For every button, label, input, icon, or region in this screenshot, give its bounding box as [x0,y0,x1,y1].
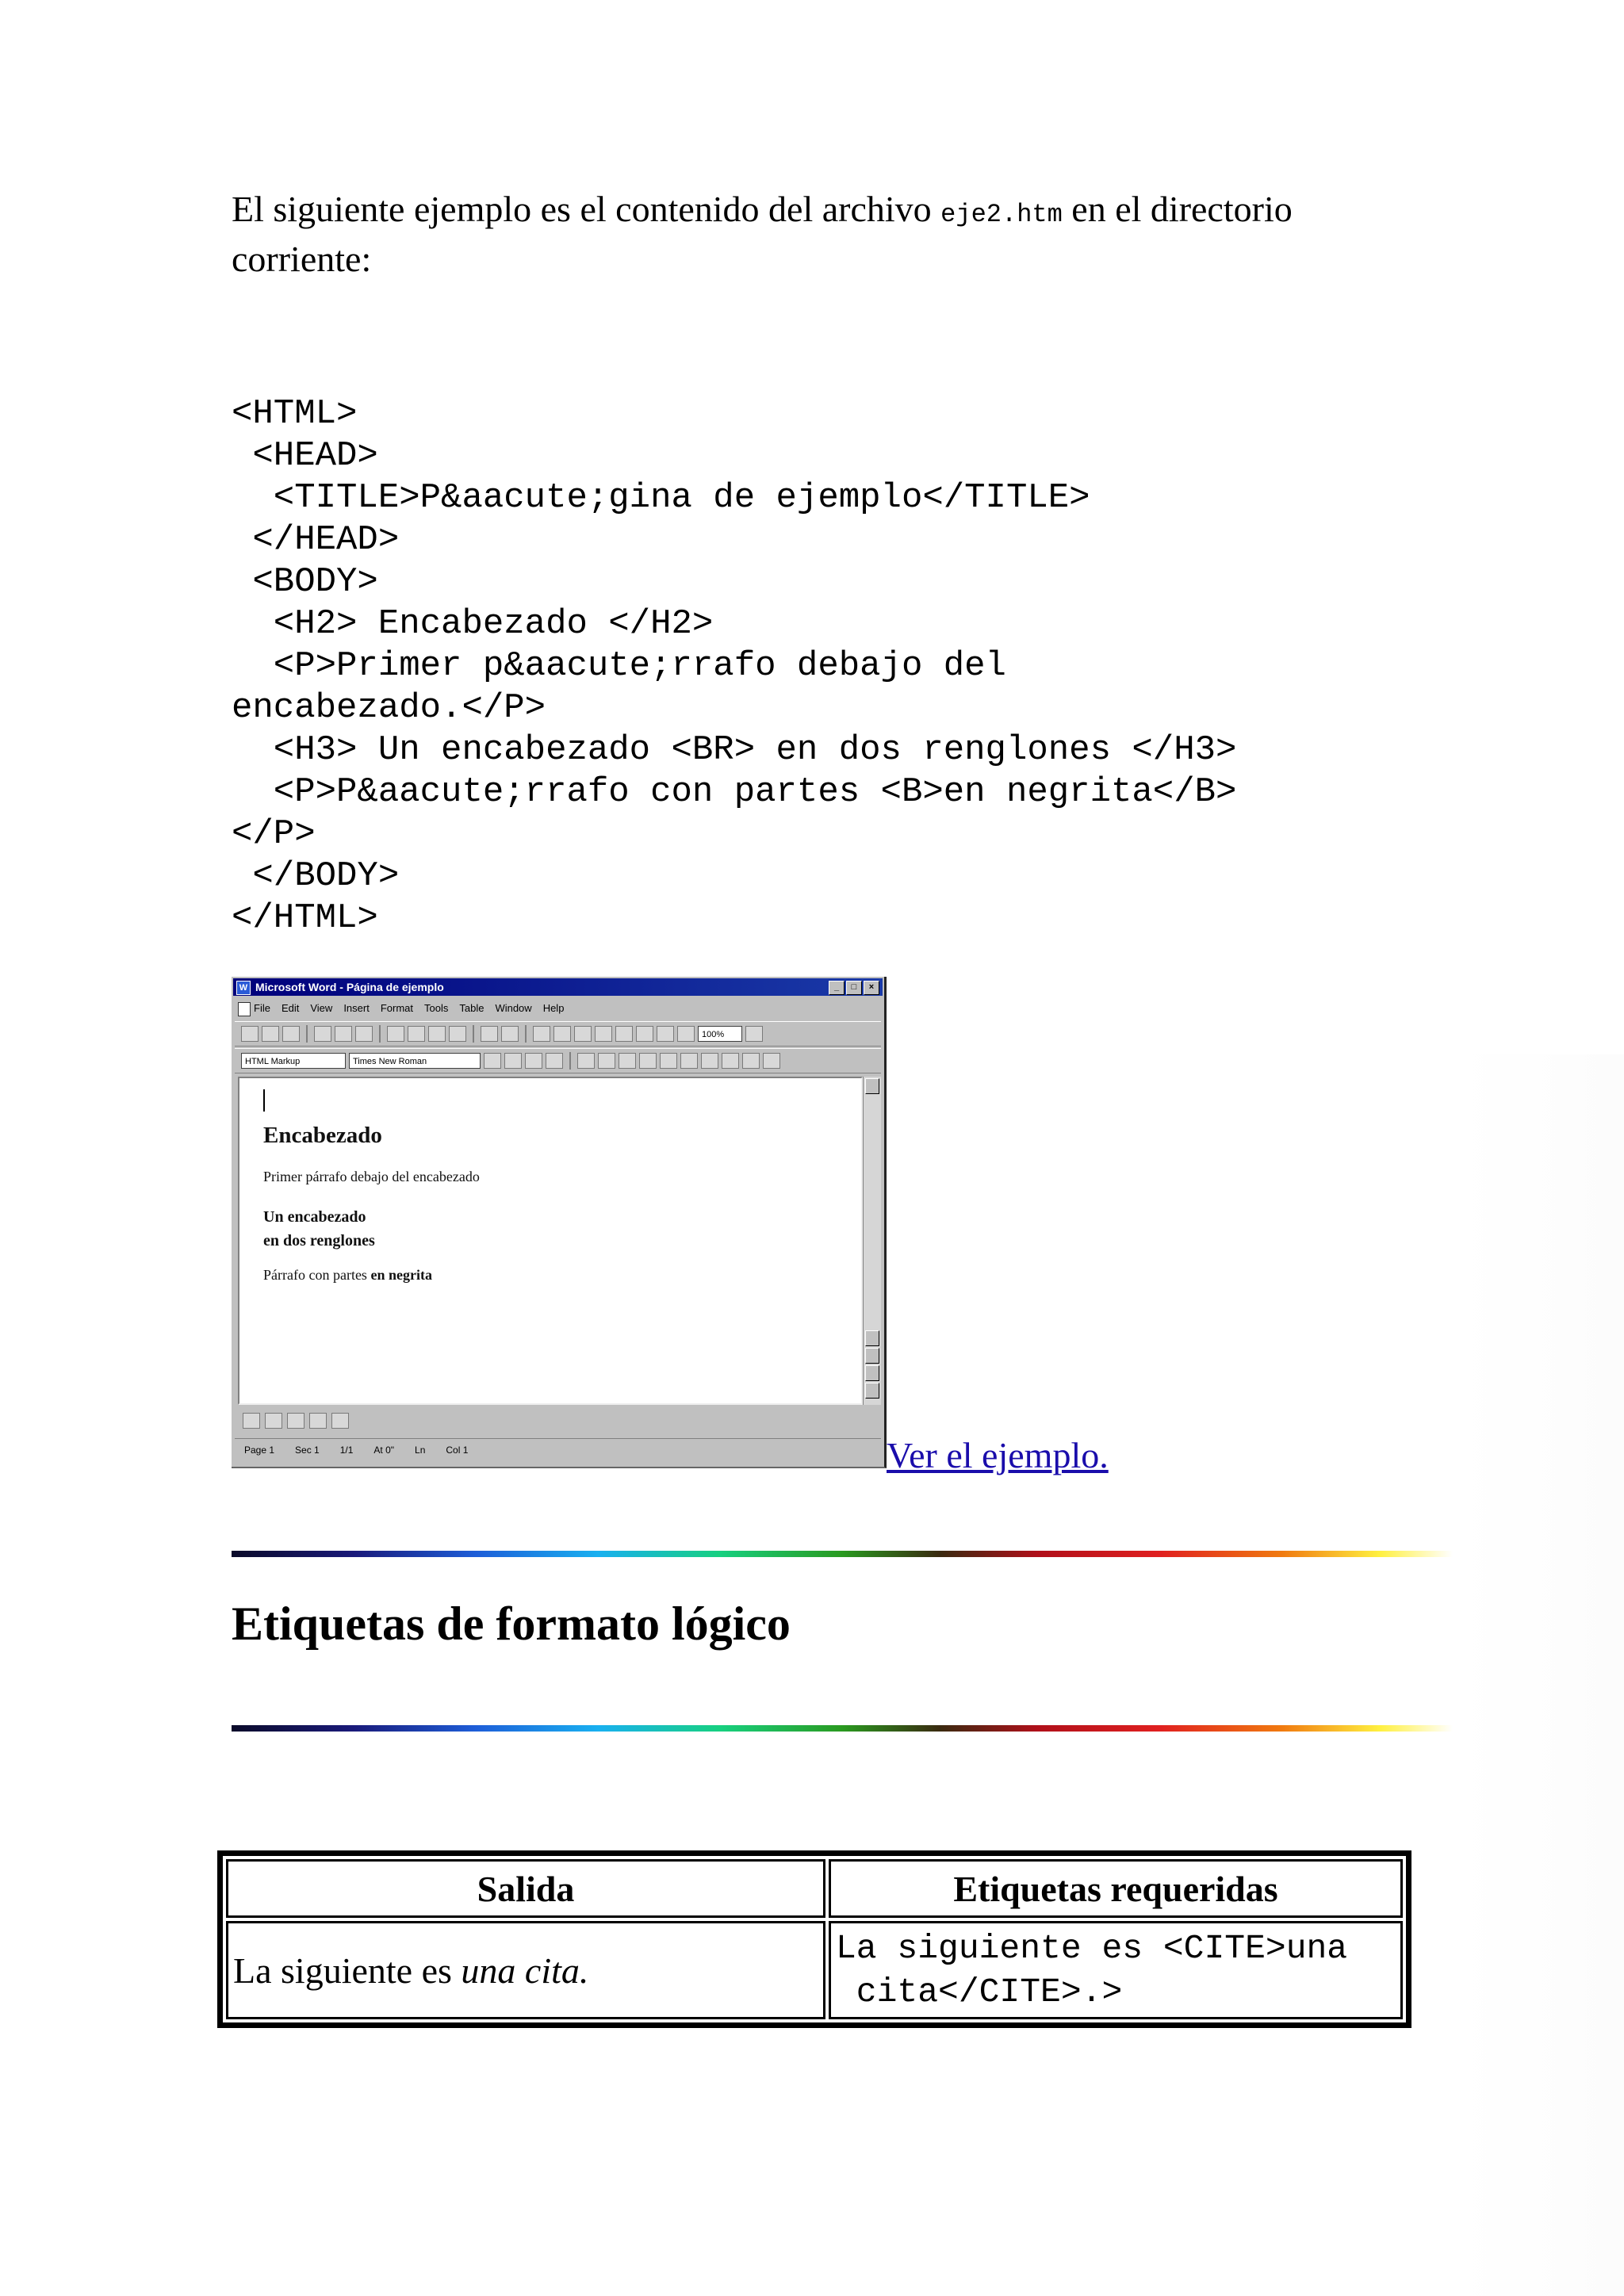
select-browse-icon [865,1365,879,1381]
cell-tags-line1: La siguiente es <CITE>una [836,1929,1348,1968]
menu-item: Help [542,1002,565,1014]
window-title: Microsoft Word - Página de ejemplo [255,981,444,993]
toolbar-separator [525,1025,527,1043]
intro-filename: eje2.htm [940,200,1063,229]
code-line: <TITLE>P&aacute;gina de ejemplo</TITLE> [273,478,1090,518]
code-line: encabezado.</P> [232,688,546,728]
document-icon [238,1002,251,1016]
word-app-icon: W [236,981,251,995]
menu-item: File [254,1002,270,1014]
format-painter-icon [449,1026,466,1042]
decrease-indent-icon [680,1053,698,1069]
horizontal-line-icon [722,1053,739,1069]
cell-output-italic: una cita. [461,1950,589,1991]
status-field: Page 1 [244,1445,275,1456]
doc-subheading-line1: Un encabezado [263,1208,366,1226]
section-title: Etiquetas de formato lógico [232,1598,791,1650]
doc-heading: Encabezado [263,1123,382,1148]
pilcrow-icon [677,1026,695,1042]
web-icon [553,1026,571,1042]
font-size-icon [484,1053,501,1069]
font-combo: Times New Roman [349,1053,481,1069]
window-titlebar [233,978,883,996]
align-left-icon [577,1053,595,1069]
scroll-down-icon [865,1330,879,1346]
status-field: At 0" [373,1445,395,1456]
menu-item: Format [380,1002,413,1014]
bold-icon [504,1053,522,1069]
toolbar-separator [569,1052,571,1070]
intro-text-after: en el directorio corriente: [232,189,1293,279]
doc-paragraph-2 [263,1267,432,1284]
code-line: <P>Primer p&aacute;rrafo debajo del [273,646,1006,686]
standard-toolbar [235,1021,881,1047]
header-output: Salida [226,1859,825,1918]
code-line: </HTML> [232,898,378,938]
menu-item: View [310,1002,333,1014]
fill-icon [309,1413,327,1429]
menu-item: Insert [343,1002,370,1014]
align-right-icon [619,1053,636,1069]
code-line: <P>P&aacute;rrafo con partes <B>en negrita</B> [273,772,1237,812]
code-line: <HEAD> [252,436,378,476]
toolbar-separator [306,1025,308,1043]
columns-icon [615,1026,633,1042]
html-code-listing [232,393,1381,939]
arrow-icon [265,1413,282,1429]
italic-icon [525,1053,542,1069]
cell-output [226,1921,825,2019]
prev-page-icon [865,1348,879,1364]
doc-paragraph-1: Primer párrafo debajo del encabezado [263,1169,480,1184]
cell-tags-line2: cita</CITE>.> [836,1973,1123,2011]
next-page-icon [865,1383,879,1399]
formatting-toolbar [235,1048,881,1073]
picture-icon [243,1413,260,1429]
menu-item: Window [495,1002,532,1014]
toolbar-separator [473,1025,474,1043]
rainbow-divider-top [232,1551,1453,1557]
font-color-icon [763,1053,780,1069]
insert-table-icon [595,1026,612,1042]
menu-items [254,1002,575,1014]
text-color-icon [331,1413,349,1429]
intro-paragraph [232,187,1381,281]
doc-subheading-line2: en dos renglones [263,1232,375,1249]
toolbar-separator [379,1025,381,1043]
window-buttons [829,981,879,995]
header-tags: Etiquetas requeridas [829,1859,1403,1918]
table-header-row [226,1859,1403,1918]
minimize-icon: _ [829,981,845,995]
drawing-icon [636,1026,653,1042]
doc-paragraph-2-plain: Párrafo con partes [263,1267,371,1283]
maximize-icon: □ [846,981,862,995]
code-line: <HTML> [232,394,358,434]
intro-text-before: El siguiente ejemplo es el contenido del archivo [232,189,941,229]
doc-subheading [263,1205,375,1253]
table-row [226,1921,1403,2019]
underline-icon [546,1053,563,1069]
doc-map-icon [657,1026,674,1042]
zoom-combo: 100% [698,1026,742,1042]
highlight-icon [742,1053,760,1069]
menubar [233,999,883,1018]
code-line: </BODY> [252,856,400,896]
cell-tags [829,1921,1403,2019]
hyperlink-icon [533,1026,550,1042]
line-icon [287,1413,304,1429]
word-window-screenshot [232,977,887,1468]
menu-item: Tools [424,1002,449,1014]
open-icon [262,1026,279,1042]
save-icon [282,1026,300,1042]
print-icon [314,1026,331,1042]
preview-icon [335,1026,352,1042]
status-field: Ln [415,1445,426,1456]
copy-icon [408,1026,425,1042]
help-icon [745,1026,763,1042]
undo-icon [481,1026,498,1042]
logical-format-table [217,1850,1411,2028]
new-doc-icon [241,1026,259,1042]
vertical-scrollbar [863,1077,881,1405]
status-field: 1/1 [339,1445,354,1456]
doc-paragraph-2-bold: en negrita [370,1267,432,1283]
align-center-icon [598,1053,615,1069]
page-edge-shade [1459,1054,1624,2296]
cut-icon [387,1026,404,1042]
close-icon: × [864,981,879,995]
status-field: Sec 1 [295,1445,320,1456]
code-line: </P> [232,814,316,854]
menu-item: Edit [281,1002,300,1014]
increase-indent-icon [701,1053,718,1069]
paste-icon [428,1026,446,1042]
status-field: Col 1 [446,1445,469,1456]
redo-icon [501,1026,519,1042]
code-line: <H2> Encabezado </H2> [273,604,714,644]
drawing-toolbar [235,1408,881,1433]
view-example-link[interactable]: Ver el ejemplo. [887,1435,1109,1475]
style-combo: HTML Markup [241,1053,346,1069]
menu-item: Table [459,1002,485,1014]
numbering-icon [639,1053,657,1069]
text-caret [263,1089,265,1112]
tables-icon [574,1026,592,1042]
status-bar [235,1438,881,1461]
scroll-up-icon [865,1078,879,1094]
code-line: </HEAD> [252,520,400,560]
spelling-icon [355,1026,373,1042]
code-line: <H3> Un encabezado <BR> en dos renglones </H3> [273,730,1237,770]
cell-output-plain: La siguiente es [233,1950,462,1991]
bullets-icon [660,1053,677,1069]
document-area [238,1077,863,1405]
rainbow-divider-bottom [232,1725,1453,1732]
code-line: <BODY> [252,562,378,602]
